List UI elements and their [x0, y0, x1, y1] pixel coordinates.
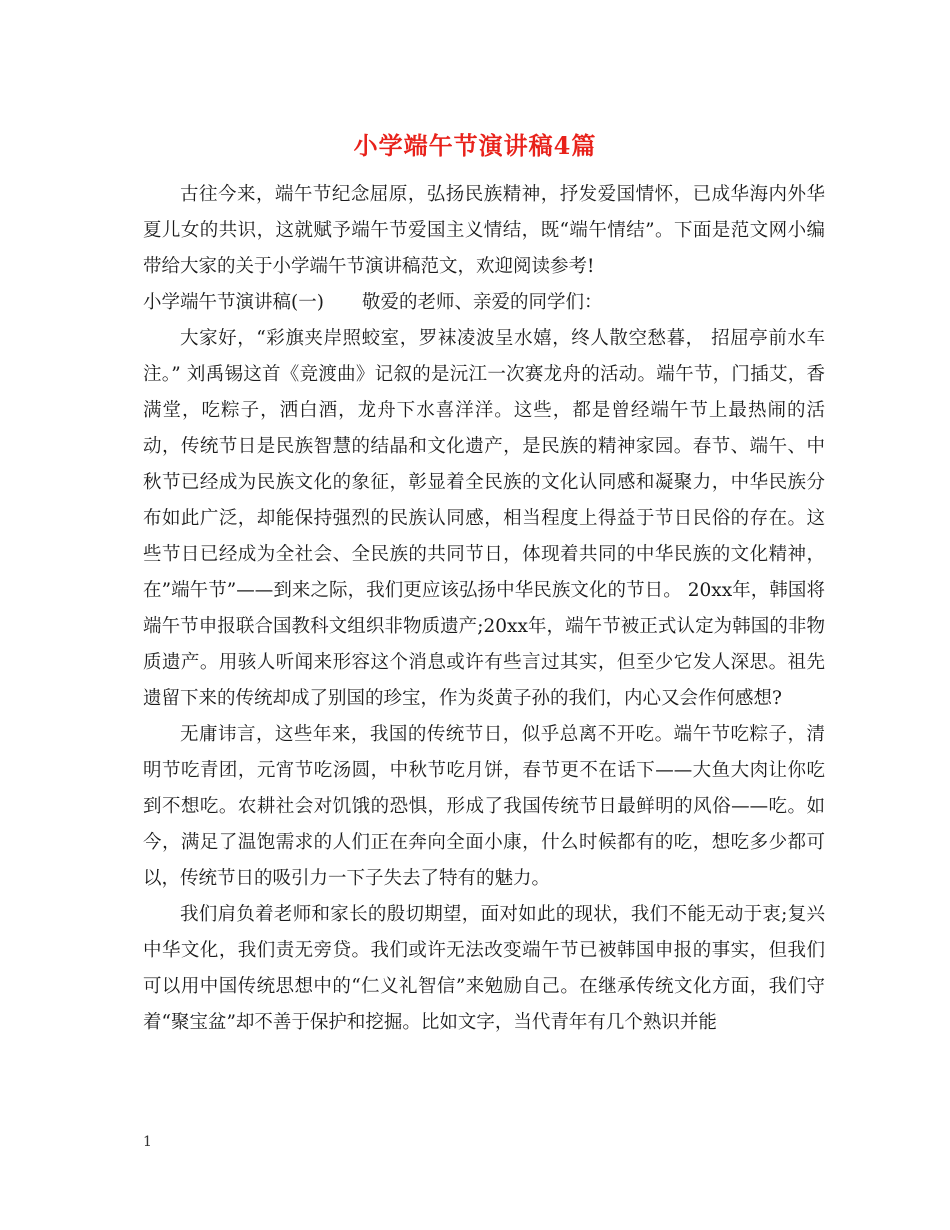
intro-paragraph: 古往今来，端午节纪念屈原，弘扬民族精神，抒发爱国情怀，已成华海内外华夏儿女的共识，这就赋予端午节爱国主义情结，既“端午情结”。下面是范文网小编带给大家的关于小学端午节演讲稿范文，欢迎阅读参考!: [143, 184, 825, 277]
section-heading-line: [143, 285, 825, 321]
body-paragraph-2: 无庸讳言，这些年来，我国的传统节日，似乎总离不开吃。端午节吃粽子，清明节吃青团，元宵节吃汤圆，中秋节吃月饼，春节更不在话下——大鱼大肉让你吃到不想吃。农耕社会对饥饿的恐惧，形成了我国传统节日最鲜明的风俗——吃。如今，满足了温饱需求的人们正在奔向全面小康，什么时候都有的吃，想吃多少都可以，传统节日的吸引力一下子失去了特有的魅力。: [143, 724, 825, 889]
page-number: 1: [143, 1134, 152, 1150]
body-paragraph-1: 大家好，“彩旗夹岸照蛟室，罗袜凌波呈水嬉，终人散空愁暮， 招屈亭前水车注。” 刘禹锡这首《竞渡曲》记叙的是沅江一次赛龙舟的活动。端午节，门插艾，香满堂，吃粽子，洒白酒，龙舟下水喜洋洋。这些，都是曾经端午节上最热闹的活动，传统节日是民族智慧的结晶和文化遗产，是民族的精神家园。春节、端午、中秋节已经成为民族文化的象征，彰显着全民族的文化认同感和凝聚力，中华民族分布如此广泛，却能保持强烈的民族认同感，相当程度上得益于节日民俗的存在。这些节日已经成为全社会、全民族的共同节日，体现着共同的中华民族的文化精神，在”端午节”——到来之际，我们更应该弘扬中华民族文化的节日。 20xx年，韩国将端午节申报联合国教科文组织非物质遗产;20xx年，端午节被正式认定为韩国的非物质遗产。用骇人听闻来形容这个消息或许有些言过其实，但至少它发人深思。祖先遗留下来的传统却成了别国的珍宝，作为炎黄子孙的我们，内心又会作何感想?: [143, 328, 825, 709]
document-title: 小学端午节演讲稿4篇: [353, 131, 597, 160]
body-paragraph-3: 我们肩负着老师和家长的殷切期望，面对如此的现状，我们不能无动于衷;复兴中华文化，我们责无旁贷。我们或许无法改变端午节已被韩国申报的事实，但我们可以用中国传统思想中的“仁义礼智信”来勉励自己。在继承传统文化方面，我们守着“聚宝盆”却不善于保护和挖掘。比如文字，当代青年有几个熟识并能: [143, 904, 825, 1033]
section-heading: 小学端午节演讲稿(一): [143, 292, 324, 313]
document-body: [143, 177, 825, 1041]
salutation: 敬爱的老师、亲爱的同学们：: [361, 292, 603, 313]
